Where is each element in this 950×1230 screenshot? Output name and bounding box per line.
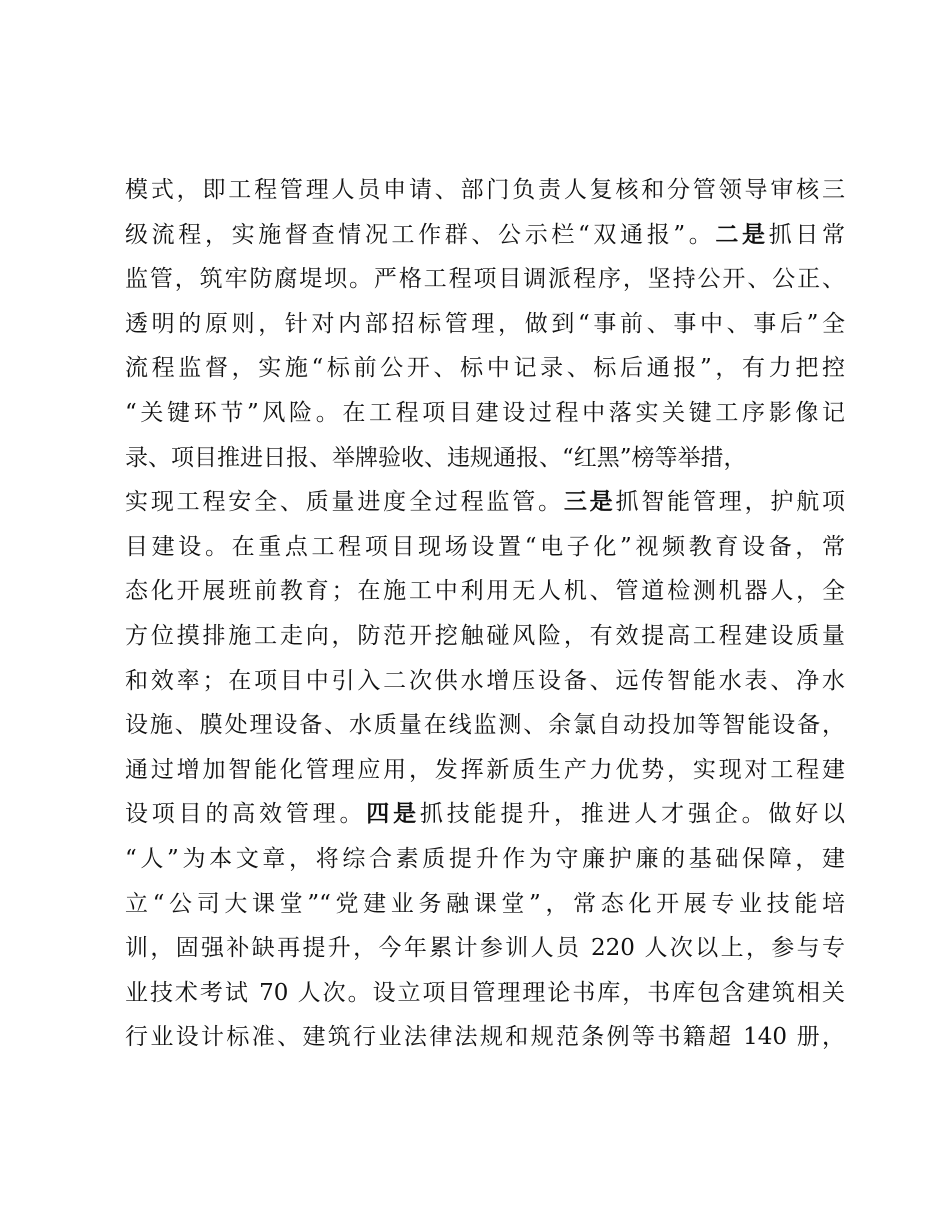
text-segment: “关键环节”风险。在工程项目建设过程中落实关键工序影像记	[125, 399, 845, 426]
text-segment: 设项目的高效管理。	[125, 801, 367, 828]
text-segment: 训，固强补缺再提升，今年累计参训人员 220 人次以上，参与专	[125, 935, 845, 962]
text-line	[125, 525, 845, 570]
text-line	[125, 213, 845, 258]
text-line	[125, 971, 845, 1016]
text-line	[125, 257, 845, 302]
text-line	[125, 302, 845, 347]
text-segment: 实现工程安全、质量进度全过程监管。	[125, 489, 564, 516]
text-line	[125, 436, 845, 481]
text-line	[125, 614, 845, 659]
text-segment: 监管，筑牢防腐堤坝。严格工程项目调派程序，坚持公开、公正、	[125, 266, 845, 293]
text-segment: 业技术考试 70 人次。设立项目管理理论书库，书库包含建筑相关	[125, 979, 845, 1006]
text-segment: 通过增加智能化管理应用，发挥新质生产力优势，实现对工程建	[125, 756, 845, 783]
text-line	[125, 346, 845, 391]
text-segment: 抓智能管理，护航项	[615, 489, 846, 516]
text-segment: 设施、膜处理设备、水质量在线监测、余氯自动投加等智能设备，	[125, 712, 845, 739]
text-segment: 方位摸排施工走向，防范开挖触碰风险，有效提高工程建设质量	[125, 622, 845, 649]
bold-lead-phrase: 三是	[563, 488, 616, 516]
text-segment: 流程监督，实施“标前公开、标中记录、标后通报”，有力把控	[125, 355, 845, 382]
body-text	[125, 168, 845, 1060]
bold-lead-phrase: 四是	[366, 800, 420, 828]
text-line	[125, 659, 845, 704]
text-segment: 透明的原则，针对内部招标管理，做到“事前、事中、事后”全	[125, 310, 845, 337]
text-segment: 目建设。在重点工程项目现场设置“电子化”视频教育设备，常	[125, 533, 845, 560]
text-line	[125, 926, 845, 971]
text-segment: 和效率；在项目中引入二次供水增压设备、远传智能水表、净水	[125, 667, 845, 694]
text-line	[125, 391, 845, 436]
text-segment: “人”为本文章，将综合素质提升作为守廉护廉的基础保障，建	[125, 845, 845, 872]
text-line	[125, 1015, 845, 1060]
text-line	[125, 703, 845, 748]
text-segment: 态化开展班前教育；在施工中利用无人机、管道检测机器人，全	[125, 578, 845, 605]
text-line	[125, 480, 845, 525]
text-line	[125, 837, 845, 882]
text-line	[125, 792, 845, 837]
text-segment: 级流程，实施督查情况工作群、公示栏“双通报”。	[125, 221, 716, 248]
text-segment: 行业设计标准、建筑行业法律法规和规范条例等书籍超 140 册，	[125, 1024, 845, 1051]
text-segment: 抓日常	[768, 221, 845, 248]
text-segment: 抓技能提升，推进人才强企。做好以	[419, 801, 846, 828]
text-segment: 模式，即工程管理人员申请、部门负责人复核和分管领导审核三	[125, 177, 845, 203]
text-line	[125, 882, 845, 927]
text-segment: 立“公司大课堂”“党建业务融课堂”，常态化开展专业技能培	[125, 890, 845, 917]
text-line	[125, 569, 845, 614]
bold-lead-phrase: 二是	[715, 220, 769, 248]
text-segment: 录、项目推进日报、举牌验收、违规通报、“红黑”榜等举措，	[125, 444, 747, 471]
text-line	[125, 168, 845, 213]
text-line	[125, 748, 845, 793]
